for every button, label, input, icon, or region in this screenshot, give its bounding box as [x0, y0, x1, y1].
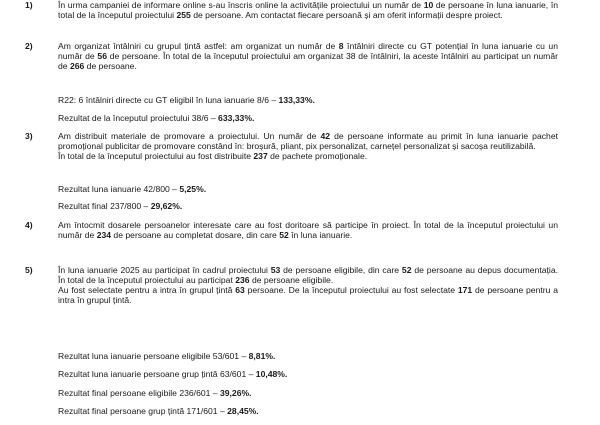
highlighted-number: 237 [253, 151, 268, 161]
paragraph-text: de persoane au completat dosare, din care [111, 230, 280, 240]
paragraph-text: de persoane au depus documentația. În total de la începutul proiectului au participat [58, 265, 558, 285]
item-number: 1) [25, 0, 33, 10]
item-number: 3) [25, 131, 33, 141]
paragraph-text: întâlniri directe cu GT potențial în luna ianuarie cu un număr de [58, 41, 558, 61]
highlighted-number: 53 [270, 265, 281, 275]
highlighted-number: 10 [423, 0, 434, 10]
paragraph-text: de persoane pentru a intra în grupul țintă. [58, 285, 558, 305]
item-paragraph [58, 131, 558, 161]
paragraph-text: de persoane. Am contactat fiecare persoană și am oferit informații despre proiect. [190, 10, 503, 20]
highlighted-number: 236 [235, 275, 250, 285]
highlighted-number: 255 [176, 10, 191, 20]
paragraph-text: În urma campaniei de informare online s-au înscris online la activitățile proiectului un număr de [58, 0, 424, 10]
highlighted-number: 266 [69, 61, 85, 71]
highlighted-number: 52 [401, 265, 412, 275]
paragraph-text: Am distribuit materiale de promovare a proiectului. Un număr de [58, 131, 321, 141]
item-paragraph [58, 0, 558, 20]
list-item-5 [25, 265, 558, 305]
highlighted-number: 171 [457, 285, 473, 295]
result-total-meetings: Rezultat de la începutul proiectului 38/6 – 633,33%. [58, 113, 255, 123]
result-final-target-group: Rezultat final persoane grup țintă 171/601 – 28,45%. [58, 406, 259, 416]
item-paragraph [58, 41, 558, 71]
list-item-4 [25, 220, 558, 240]
highlighted-number: 52 [279, 230, 289, 240]
paragraph-text: În luna ianuarie 2025 au participat în cadrul proiectului [58, 265, 271, 275]
item-number: 5) [25, 265, 33, 275]
paragraph-text: Am întocmit dosarele persoanelor interesate care au fost doritoare să participe în proiect. În total de la începutul proiectului un număr de [58, 220, 558, 240]
paragraph-text: de persoane informate au primit în luna ianuarie pachet promoțional publicitar de promovare constând în: broșură, pliant, pix personalizat, carnețel personalizat și sacoșa reutilizabilă. [58, 131, 558, 151]
paragraph-text: de persoane în luna ianuarie, în total de la începutul proiectului [58, 0, 558, 20]
paragraph-text: de pachete promoționale. [267, 151, 368, 161]
paragraph-text: Au fost selectate pentru a intra în grupul țintă [58, 285, 236, 295]
result-january-target-group: Rezultat luna ianuarie persoane grup țintă 63/601 – 10,48%. [58, 369, 288, 379]
result-january-eligible: Rezultat luna ianuarie persoane eligibile 53/601 – 8,81%. [58, 351, 276, 361]
list-item-2 [25, 41, 558, 71]
item-paragraph [58, 220, 558, 240]
paragraph-text: de persoane eligibile. [249, 275, 334, 285]
item-number: 2) [25, 41, 33, 51]
list-item-1 [25, 0, 558, 20]
highlighted-number: 42 [320, 131, 331, 141]
result-r22: R22: 6 întâlniri directe cu GT eligibil în luna ianuarie 8/6 – 133,33%. [58, 95, 315, 105]
list-item-3 [25, 131, 558, 161]
result-final-packages: Rezultat final 237/800 – 29,62%. [58, 201, 183, 211]
highlighted-number: 8 [338, 41, 344, 51]
highlighted-number: 63 [235, 285, 245, 295]
result-january-packages: Rezultat luna ianuarie 42/800 – 5,25%. [58, 184, 207, 194]
highlighted-number: 234 [96, 230, 112, 240]
paragraph-text: de persoane. [84, 61, 137, 71]
item-paragraph [58, 265, 558, 305]
highlighted-number: 56 [97, 51, 107, 61]
result-final-eligible: Rezultat final persoane eligibile 236/601 – 39,26%. [58, 388, 252, 398]
paragraph-text: de persoane eligibile, din care [280, 265, 402, 275]
paragraph-text: în luna ianuarie. [288, 230, 353, 240]
paragraph-text: Am organizat întâlniri cu grupul țintă astfel: am organizat un număr de [58, 41, 339, 51]
paragraph-text: persoane. De la începutul proiectului au fost selectate [244, 285, 458, 295]
paragraph-text: de persoane. În total de la începutul proiectului am organizat 38 de întâlniri, la aceste întâlniri au participat un număr de [58, 51, 558, 71]
paragraph-text: În total de la începutul proiectului au fost distribuite [58, 151, 254, 161]
item-number: 4) [25, 220, 33, 230]
